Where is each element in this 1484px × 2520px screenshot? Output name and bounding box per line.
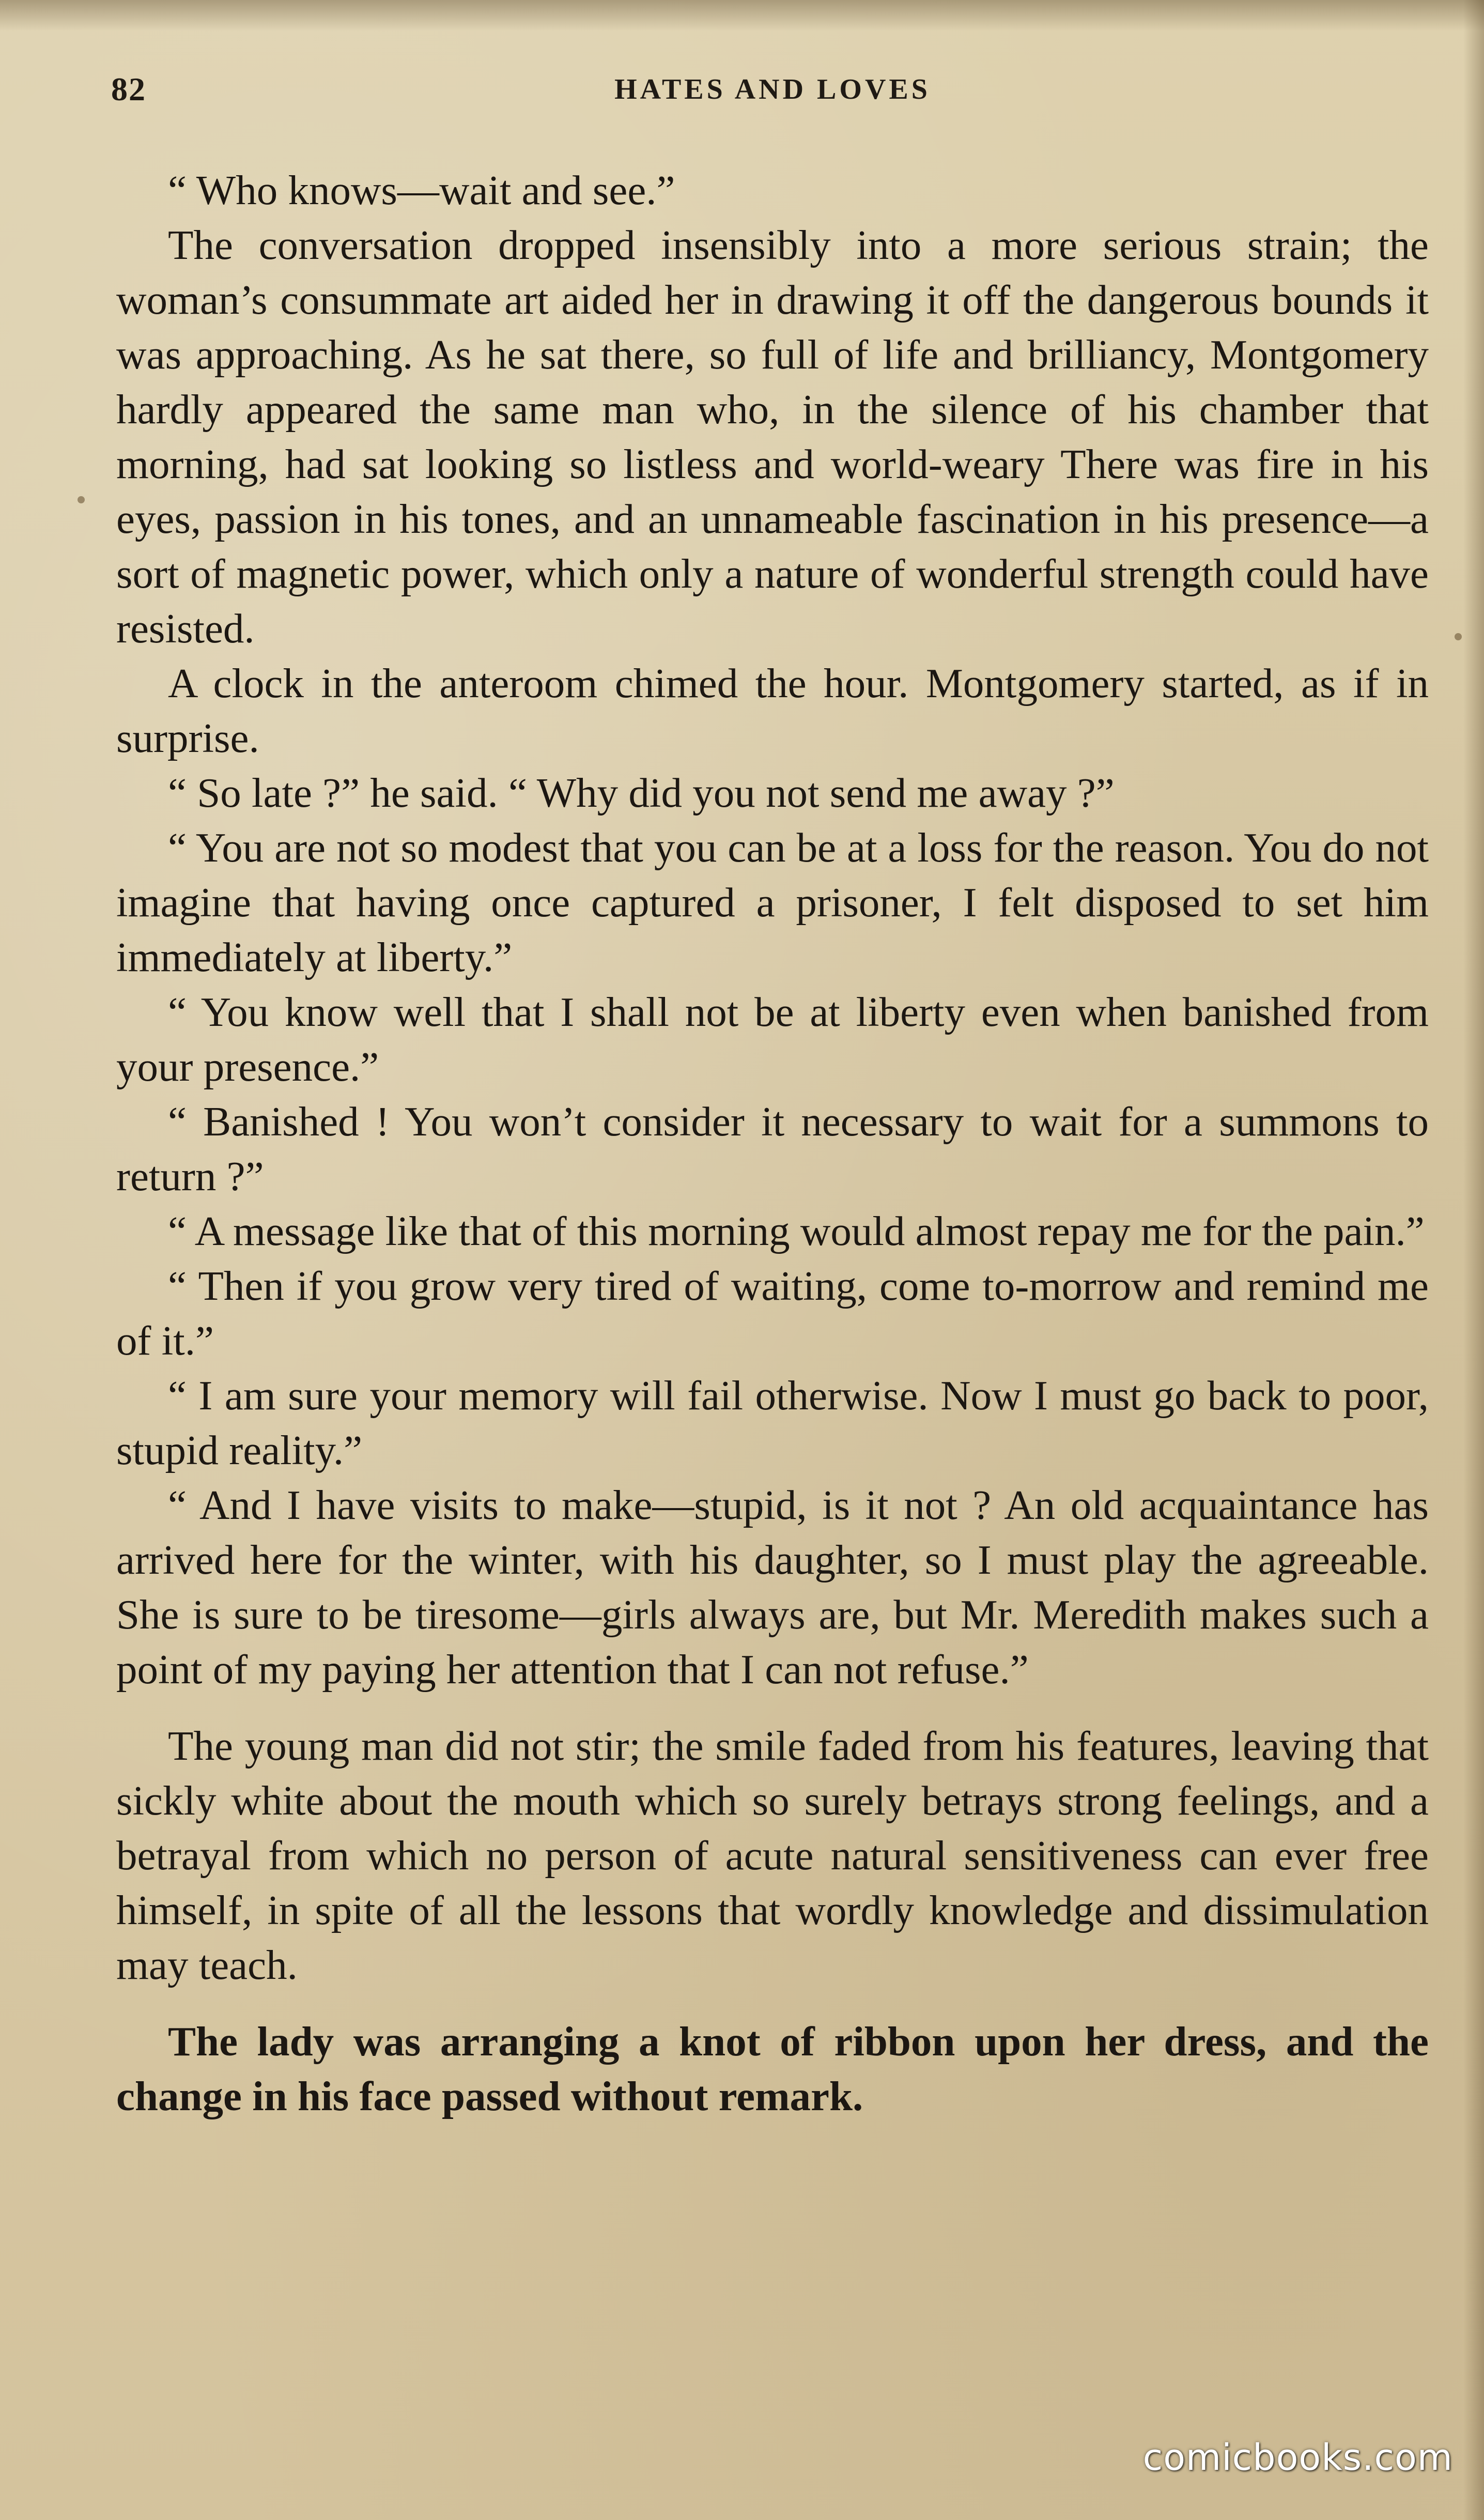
paragraph: “ Who knows—wait and see.” [168,167,675,213]
paragraph: “ A message like that of this morning would almost repay me for the pain.” [168,1208,1425,1254]
page-top-shadow [0,0,1484,31]
paragraph: “ You are not so modest that you can be at a loss for the reason. You do not imagine that having once captured a prisoner, I felt disposed to set him immediately at liberty.” [116,824,1429,980]
paper-speck [78,496,85,503]
paper-speck [1455,633,1462,640]
paragraph: “ Banished ! You won’t consider it necessary to wait for a summons to return ?” [116,1098,1429,1200]
paragraph: The lady was arranging a knot of ribbon upon her dress, and the change in his face passed without remark. [116,2018,1429,2119]
page-right-shadow [1463,0,1484,2520]
running-title: HATES AND LOVES [614,73,931,105]
paragraph: “ I am sure your memory will fail otherwise. Now I must go back to poor, stupid reality.” [116,1372,1429,1473]
paragraph: The conversation dropped insensibly into a more serious strain; the woman’s consummate art aided her in drawing it off the dangerous bounds it was approaching. As he sat there, so full of life and brilliancy, Montgomery hardly appeared the same man who, in the silence of his chamber that morning, had sat looking so listless and world-weary There was fire in his eyes, passion in his tones, and an unnameable fascination in his presence—a sort of magnetic power, which only a nature of wonderful strength could have resisted. [116,222,1429,652]
paragraph: A clock in the anteroom chimed the hour. Montgomery started, as if in surprise. [116,660,1429,761]
paragraph: “ Then if you grow very tired of waiting, come to-morrow and remind me of it.” [116,1263,1429,1364]
running-head [111,66,1434,113]
page-number: 82 [111,71,146,107]
paragraph: “ And I have visits to make—stupid, is it not ? An old acquaintance has arrived here for the winter, with his daughter, so I must play the agreeable. She is sure to be tiresome—girls always are, but Mr. Meredith makes such a point of my paying her attention that I can not refuse.” [116,1482,1429,1693]
paragraph: “ So late ?” he said. “ Why did you not send me away ?” [168,770,1115,816]
body-text [116,163,1429,2124]
paragraph: The young man did not stir; the smile faded from his features, leaving that sickly white about the mouth which so surely betrays strong feelings, and a betrayal from which no person of acute natural sensitiveness can ever free himself, in spite of all the lessons that wordly knowledge and dissimulation may teach. [116,1723,1429,1988]
site-watermark: comicbooks.com [1142,2436,1453,2479]
paragraph: “ You know well that I shall not be at liberty even when banished from your presence.” [116,989,1429,1090]
